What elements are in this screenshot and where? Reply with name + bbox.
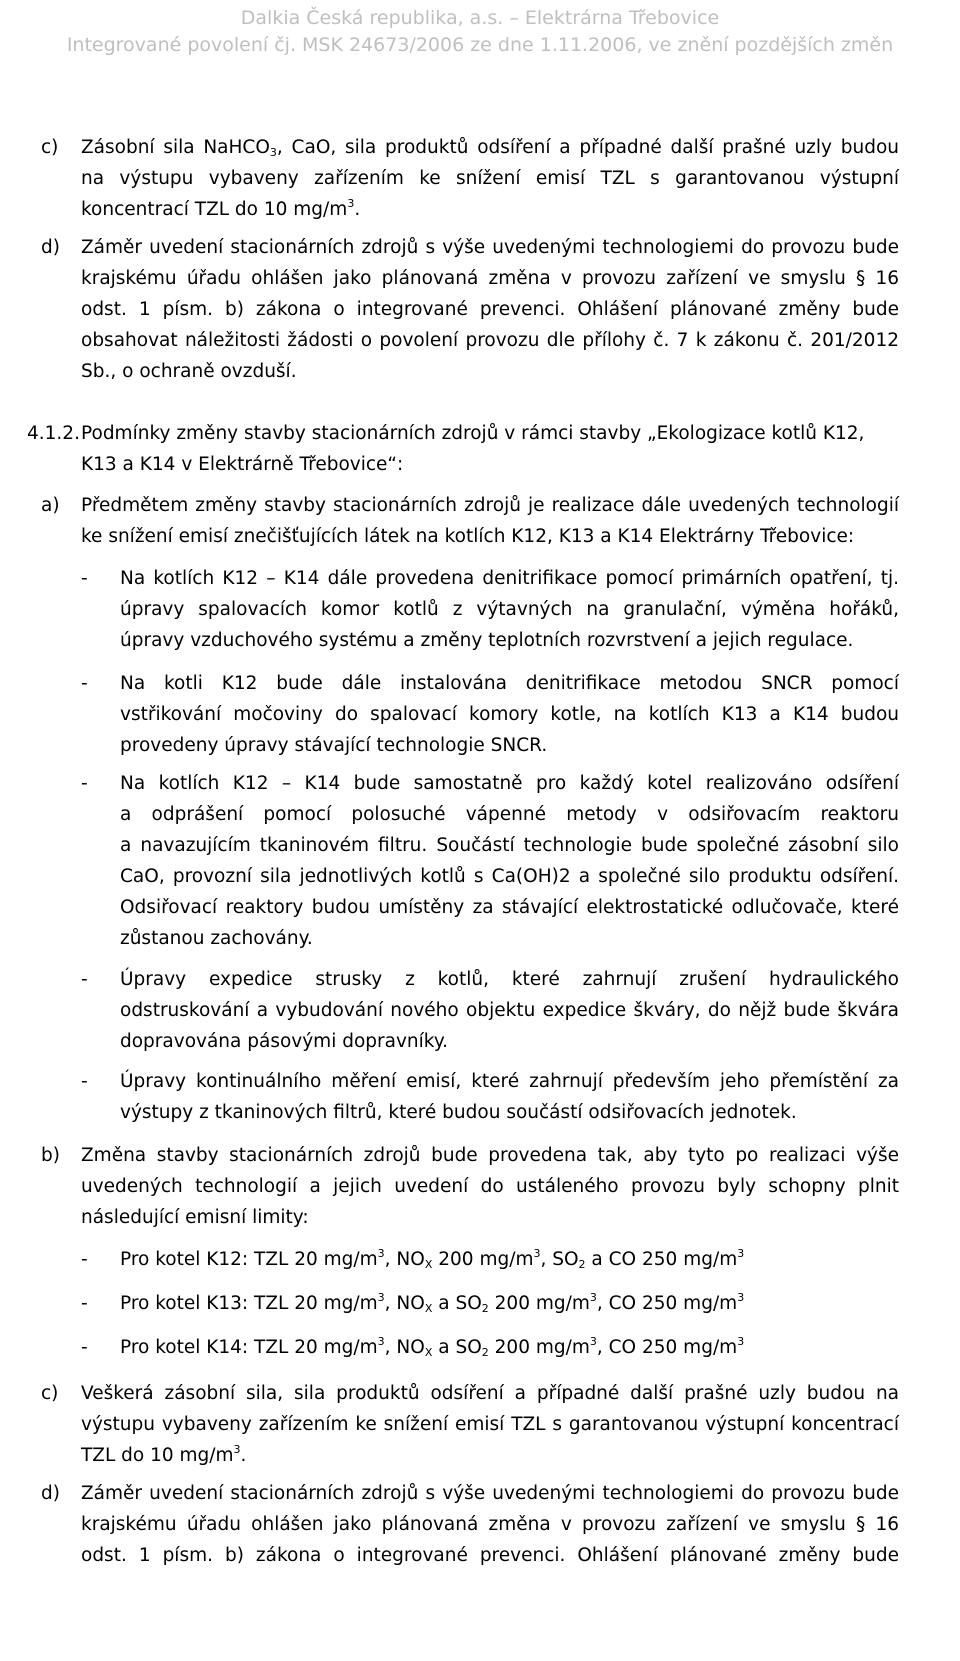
item-c-line: koncentrací TZL do 10 $mg/m^3$. [81,197,361,220]
item-a-marker: a) [41,495,60,516]
item-c-line: Veškerá zásobní sila, sila produktů odsíření a případné další prašné uzly budou na [81,1383,899,1404]
item-d-bottom [81,1478,899,1571]
section-heading [81,418,899,480]
limit-dash: - [81,1249,88,1270]
limit-dash: - [81,1293,88,1314]
item-d-line: obsahovat náležitosti žádosti o povolení provozu dle přílohy č. 7 k zákonu č. 201/2012 [81,330,899,351]
section-heading-line: K13 a K14 v Elektrárně Třebovice“: [81,454,404,475]
item-d-top [81,232,899,387]
item-a-line: ke snížení emisí znečišťujících látek na kotlích K12, K13 a K14 Elektrárny Třebovice: [81,526,855,547]
item-d-line: krajskému úřadu ohlášen jako plánovaná změna v provozu zařízení ve smyslu § 16 [81,1514,899,1535]
item-c-line: TZL do 10 $mg/m^3$. [81,1443,247,1466]
item-d-line: Sb., o ochraně ovzduší. [81,361,297,382]
bullet-item: Úpravy expedice strusky z kotlů, které zahrnují zrušení hydraulického odstruskování a vybudování nového objektu expedice škváry, do nějž bude škvára dopravována pásovými dopravníky. [120,969,899,1052]
item-a-line: Předmětem změny stavby stacionárních zdrojů je realizace dále uvedených technologií [81,495,899,516]
bullet-item: Na kotlích K12 – K14 bude samostatně pro každý kotel realizováno odsíření a odprášení pomocí polosuché vápenné metody v odsiřovacím reaktoru a navazujícím tkaninovém filtru. Součástí technologie bude společné zásobní silo CaO, provozní sila jednotlivých kotlů s Ca(OH)2 a společné silo produktu odsíření. Odsiřovací reaktory budou umístěny za stávající elektrostatické odlučovače, které zůstanou zachovány. [120,773,899,949]
item-b [81,1140,899,1233]
bullet-dash: - [81,1071,88,1092]
bullet-dash: - [81,969,88,990]
item-c-line: výstupu vybaveny zařízením ke snížení emisí TZL s garantovanou výstupní koncentrací [81,1414,899,1435]
header-company: Dalkia Česká republika, a.s. – Elektrárna Třebovice [240,7,720,29]
item-d-line: krajskému úřadu ohlášen jako plánovaná změna v provozu zařízení ve smyslu § 16 [81,268,899,289]
item-b-marker: b) [41,1145,60,1166]
bullet-item: Na kotli K12 bude dále instalována denitrifikace metodou SNCR pomocí vstřikování močoviny do spalovací komory kotle, na kotlích K13 a K14 budou provedeny úpravy stávající technologie SNCR. [120,673,899,756]
item-d-marker: d) [41,1483,60,1504]
item-d-line: Záměr uvedení stacionárních zdrojů s výše uvedenými technologiemi do provozu bude [81,1483,899,1504]
item-c-line: Zásobní sila NaHCO$_3$, CaO, sila produktů odsíření a případné další prašné uzly budou [81,137,899,159]
item-d-marker: d) [41,237,60,258]
bullet-dash: - [81,673,88,694]
item-a [81,490,899,552]
header-permit: Integrované povolení čj. MSK 24673/2006 ze dne 1.11.2006, ve znění pozdějších změn [66,34,894,56]
item-c-line: na výstupu vybaveny zařízením ke snížení emisí TZL s garantovanou výstupní [81,168,899,189]
bullet-item: Na kotlích K12 – K14 dále provedena denitrifikace pomocí primárních opatření, tj. úpravy spalovacích komor kotlů z výtavných na granulační, výměna hořáků, úpravy vzduchového systému a změny teplotních rozvrstvení a jejich regulace. [120,568,899,651]
limit-k13: Pro kotel K13: TZL 20 $mg/m^3$, $NO_X$ a $SO_2$ 200 $mg/m^3$, CO 250 $mg/m^3$ [120,1291,745,1315]
item-c-bottom [81,1378,899,1471]
limit-k12: Pro kotel K12: TZL 20 $mg/m^3$, $NO_X$ 200 $mg/m^3$, $SO_2$ a CO 250 $mg/m^3$ [120,1247,745,1271]
item-b-line: následující emisní limity: [81,1207,309,1228]
section-heading-line: Podmínky změny stavby stacionárních zdrojů v rámci stavby „Ekologizace kotlů K12, [81,423,865,444]
bullet-dash: - [81,568,88,589]
item-c-marker: c) [41,137,59,158]
item-b-line: uvedených technologií a jejich uvedení do ustáleného provozu byly schopny plnit [81,1176,899,1197]
item-c-top [81,132,899,225]
item-d-line: odst. 1 písm. b) zákona o integrované prevenci. Ohlášení plánované změny bude [81,299,899,320]
item-b-line: Změna stavby stacionárních zdrojů bude provedena tak, aby tyto po realizaci výše [81,1145,899,1166]
item-c-marker: c) [41,1383,59,1404]
bullet-item: Úpravy kontinuálního měření emisí, které zahrnují především jeho přemístění za výstupy z tkaninových filtrů, které budou součástí odsiřovacích jednotek. [120,1071,899,1123]
limit-k14: Pro kotel K14: TZL 20 $mg/m^3$, $NO_X$ a $SO_2$ 200 $mg/m^3$, CO 250 $mg/m^3$ [120,1335,745,1359]
item-d-line: Záměr uvedení stacionárních zdrojů s výše uvedenými technologiemi do provozu bude [81,237,899,258]
section-number: 4.1.2. [27,423,80,444]
bullet-dash: - [81,773,88,794]
limit-dash: - [81,1337,88,1358]
item-d-line: odst. 1 písm. b) zákona o integrované prevenci. Ohlášení plánované změny bude [81,1545,899,1566]
